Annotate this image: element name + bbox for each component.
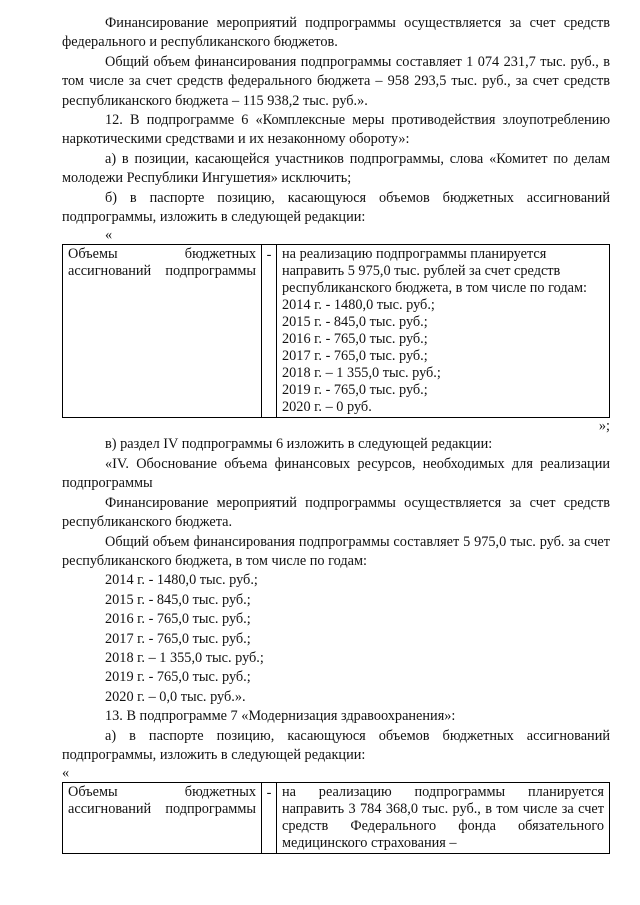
- section-year-2019: 2019 г. - 765,0 тыс. руб.;: [105, 669, 251, 686]
- intro-paragraph-1: Финансирование мероприятий подпрограммы осуществляется за счет средств федерального и республиканского бюджетов.: [62, 15, 610, 51]
- section-year-2020: 2020 г. – 0,0 тыс. руб.».: [105, 688, 246, 705]
- table1-year-2018: 2018 г. – 1 355,0 тыс. руб.;: [282, 365, 441, 382]
- section-year-2018: 2018 г. – 1 355,0 тыс. руб.;: [105, 649, 264, 666]
- table1-value-cell: [277, 245, 610, 418]
- section-paragraph-4: Общий объем финансирования подпрограммы составляет 5 975,0 тыс. руб. за счет республиканского бюджета, в том числе по годам:: [62, 533, 610, 569]
- section-paragraph-3: Финансирование мероприятий подпрограммы осуществляется за счет средств республиканского бюджета.: [62, 494, 610, 531]
- section-year-2014: 2014 г. - 1480,0 тыс. руб.;: [105, 572, 258, 589]
- document-page: [62, 14, 610, 854]
- table1-label: Объемы бюджетных ассигнований подпрограммы: [68, 246, 256, 280]
- intro-paragraph-2: Общий объем финансирования подпрограммы составляет 1 074 231,7 тыс. руб., в том числе за счет средств федерального бюджета – 958 293,5 тыс. руб., за счет средств республиканского бюджета – 115 938,2 тыс. руб.».: [62, 53, 610, 109]
- table1-year-2016: 2016 г. - 765,0 тыс. руб.;: [282, 331, 428, 348]
- table1-open-quote: «: [105, 227, 113, 244]
- section-year-2015: 2015 г. - 845,0 тыс. руб.;: [105, 591, 251, 608]
- table2-label-cell: [63, 783, 262, 854]
- table1-close-quote: »;: [598, 418, 610, 435]
- intro-paragraph-4: а) в позиции, касающейся участников подпрограммы, слова «Комитет по делам молодежи Республики Ингушетия» исключить;: [62, 150, 610, 187]
- section-year-2016: 2016 г. - 765,0 тыс. руб.;: [105, 611, 251, 628]
- section-heading: «IV. Обоснование объема финансовых ресурсов, необходимых для реализации подпрограммы: [62, 455, 610, 492]
- table1-year-2015: 2015 г. - 845,0 тыс. руб.;: [282, 314, 428, 331]
- section-paragraph-1: в) раздел IV подпрограммы 6 изложить в следующей редакции:: [105, 436, 493, 453]
- section-paragraph-5: 13. В подпрограмме 7 «Модернизация здравоохранения»:: [105, 708, 456, 725]
- section-paragraph-6: а) в паспорте позицию, касающуюся объемов бюджетных ассигнований подпрограммы, изложить в следующей редакции:: [62, 727, 610, 763]
- table2-text: на реализацию подпрограммы планируется направить 3 784 368,0 тыс. руб., в том числе за счет средств Федерального фонда обязательного медицинского страхования –: [282, 784, 604, 852]
- table1-label-cell: [63, 245, 262, 418]
- table1-text: на реализацию подпрограммы планируется направить 5 975,0 тыс. рублей за счет средств республиканского бюджета, в том числе по годам:: [282, 246, 588, 297]
- table2-open-quote: «: [62, 765, 70, 782]
- table1-year-2017: 2017 г. - 765,0 тыс. руб.;: [282, 348, 428, 365]
- table2-dash-cell: [262, 783, 277, 854]
- section-year-2017: 2017 г. - 765,0 тыс. руб.;: [105, 630, 251, 647]
- table2-value-cell: [277, 783, 610, 854]
- table1-dash: -: [266, 247, 272, 264]
- intro-paragraph-3: 12. В подпрограмме 6 «Комплексные меры противодействия злоупотреблению наркотическими средствами и их незаконному обороту»:: [62, 112, 610, 148]
- table2-budget-allocations: [62, 782, 610, 854]
- table1-row: [63, 245, 610, 418]
- table1-year-2020: 2020 г. – 0 руб.: [282, 399, 372, 416]
- intro-paragraph-5: б) в паспорте позицию, касающуюся объемов бюджетных ассигнований подпрограммы, изложить в следующей редакции:: [62, 189, 610, 226]
- table1-budget-allocations: [62, 244, 610, 418]
- table2-dash: -: [266, 785, 272, 802]
- table2-label: Объемы бюджетных ассигнований подпрограммы: [68, 784, 256, 818]
- table2-row: [63, 783, 610, 854]
- table1-year-2019: 2019 г. - 765,0 тыс. руб.;: [282, 382, 428, 399]
- table1-year-2014: 2014 г. - 1480,0 тыс. руб.;: [282, 297, 435, 314]
- table1-dash-cell: [262, 245, 277, 418]
